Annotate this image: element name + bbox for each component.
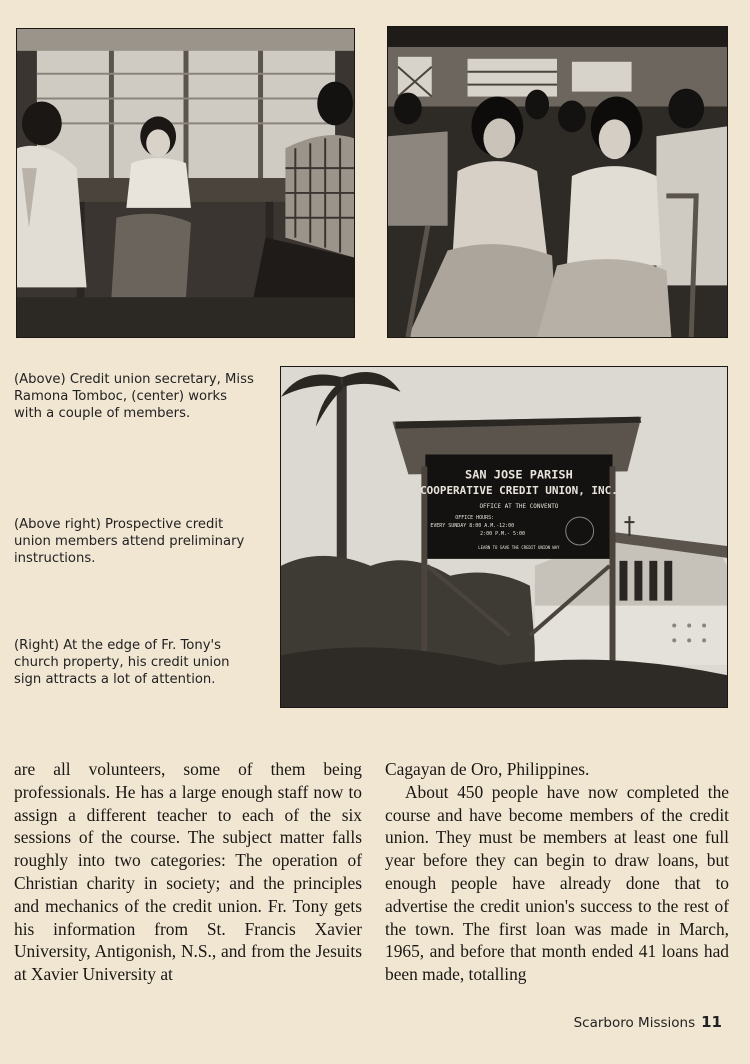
sign-line-5: EVERY SUNDAY 8:00 A.M.-12:00 xyxy=(430,523,515,530)
caption-right: (Right) At the edge of Fr. Tony's church property, his credit union sign attracts a lot of attention. xyxy=(14,638,230,687)
page-footer xyxy=(574,1013,722,1031)
sign-line-3: OFFICE AT THE CONVENTO xyxy=(479,503,559,511)
photo-credit-union-class xyxy=(387,26,728,338)
sign-line-2: COOPERATIVE CREDIT UNION, INC. xyxy=(420,484,618,498)
photo-credit-union-office xyxy=(16,28,355,338)
sign-line-6: 2:00 P.M.- 5:00 xyxy=(480,531,526,538)
sign-line-4: OFFICE HOURS: xyxy=(455,515,495,522)
sign-line-1: SAN JOSE PARISH xyxy=(465,467,573,482)
sign-line-7: LEARN TO SAVE THE CREDIT UNION WAY xyxy=(478,544,560,550)
article-right-paragraph-1: Cagayan de Oro, Philippines. xyxy=(385,759,590,779)
article-right-paragraph-2: About 450 people have now completed the course and have become members of the credit union. They must be members at least one full year before they can begin to draw loans, but enough people have already done that to advertise the credit union's success to the rest of the town. The first loan was made in March, 1965, and before that month ended 41 loans had been made, totalling xyxy=(385,781,729,985)
article-right-column xyxy=(385,758,729,986)
photo-credit-union-sign xyxy=(280,366,728,708)
article-left-paragraph: are all volunteers, some of them being professionals. He has a large enough staff now to assign a different teacher to each of the six sessions of the course. The subject matter falls roughly into two categories: The operation of Christian charity in society; and the principles and mechanics of the credit union. Fr. Tony gets his information from St. Francis Xavier University, Antigonish, N.S., and from the Jesuits at Xavier University at xyxy=(14,759,362,985)
caption-above: (Above) Credit union secretary, Miss Ramona Tomboc, (center) works with a couple of members. xyxy=(14,372,254,421)
page-number: 11 xyxy=(701,1013,722,1031)
caption-above-right: (Above right) Prospective credit union members attend preliminary instructions. xyxy=(14,517,245,566)
publication-name: Scarboro Missions xyxy=(573,1015,696,1031)
article-left-column xyxy=(14,758,362,986)
